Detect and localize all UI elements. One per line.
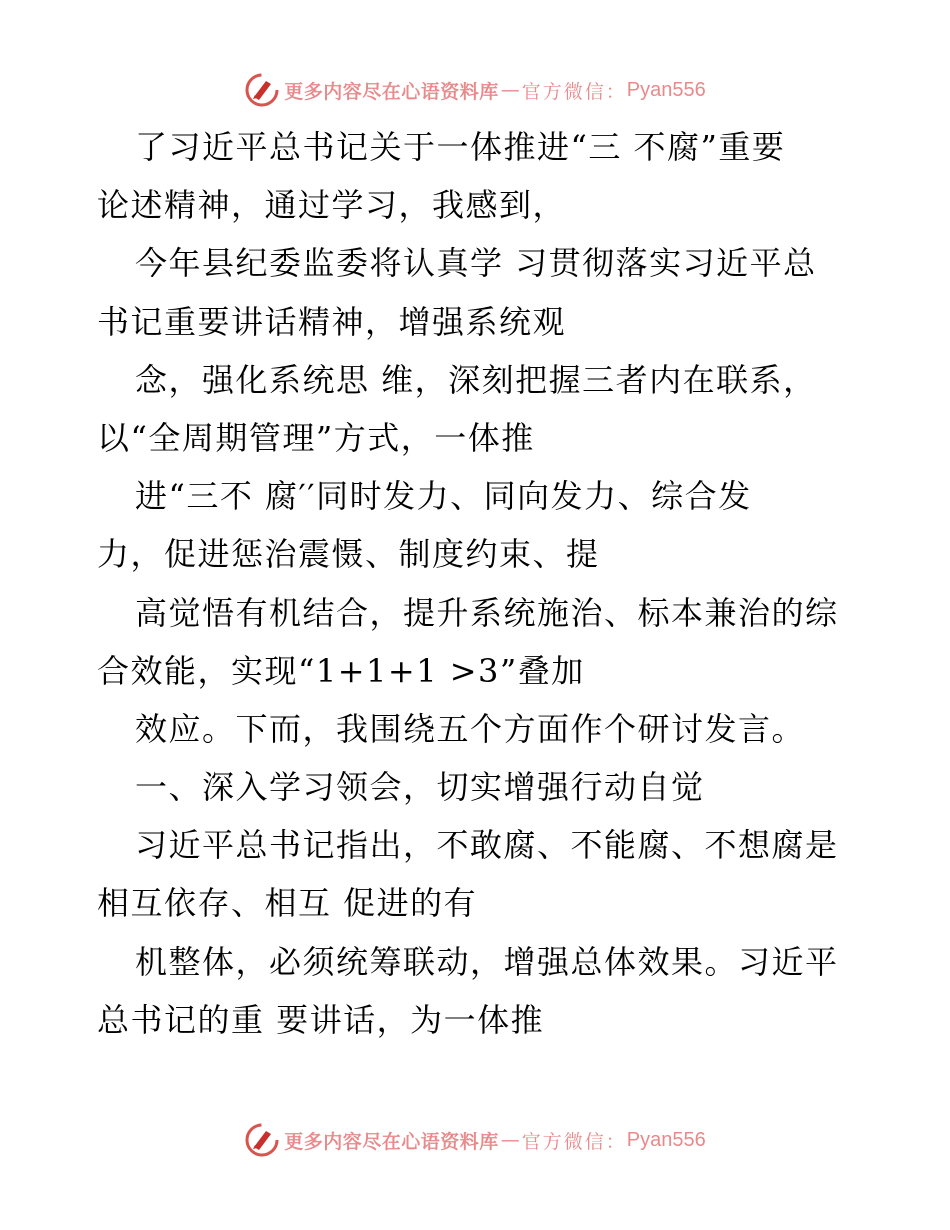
text-line: 效应。下而，我围绕五个方面作个研讨发言。	[135, 709, 806, 748]
text-line: 总书记的重 要讲话，为一体推	[97, 1000, 545, 1039]
header-watermark	[0, 68, 950, 112]
text-line: 合效能，实现“1+1+1 >3”叠加	[97, 651, 585, 690]
watermark-wechat-id: Pyan556	[626, 1128, 706, 1151]
text-line: 相互依存、相互 促进的有	[97, 884, 478, 923]
seal-logo-icon	[244, 1122, 280, 1158]
watermark-label: 官方微信：	[521, 80, 627, 103]
watermark-brand: 更多内容尽在心语资料库	[284, 1130, 499, 1153]
text-line: 以“全周期管理”方式，一体推	[97, 418, 535, 457]
footer-watermark	[0, 1118, 950, 1162]
text-line: 论述精神，通过学习，我感到，	[97, 186, 567, 225]
text-line: 力，促进惩治震慑、制度约束、提	[97, 535, 600, 574]
text-line: 高觉悟有机结合，提升系统施治、标本兼治的综	[135, 593, 839, 632]
text-line: 一、深入学习领会，切实增强行动自觉	[135, 768, 705, 807]
watermark-label: 官方微信：	[521, 1130, 627, 1153]
text-line: 习近平总书记指出，不敢腐、不能腐、不想腐是	[135, 826, 839, 865]
watermark-separator: —	[500, 1129, 520, 1151]
text-line: 机整体，必须统筹联动，增强总体效果。习近平	[135, 942, 839, 981]
document-body	[97, 118, 857, 1049]
text-line: 书记重要讲话精神，增强系统观	[97, 302, 567, 341]
watermark-wechat-id: Pyan556	[626, 78, 706, 101]
text-line: 今年县纪委监委将认真学 习贯彻落实习近平总	[135, 244, 817, 283]
watermark-brand: 更多内容尽在心语资料库	[284, 80, 499, 103]
text-line: 念，强化系统思 维，深刻把握三者内在联系，	[135, 360, 817, 399]
seal-logo-icon	[244, 72, 280, 108]
text-line: 进“三不 腐′′同时发力、同向发力、综合发	[135, 477, 752, 516]
watermark-separator: —	[500, 79, 520, 101]
text-line: 了习近平总书记关于一体推进“三 不腐”重要	[135, 128, 786, 166]
